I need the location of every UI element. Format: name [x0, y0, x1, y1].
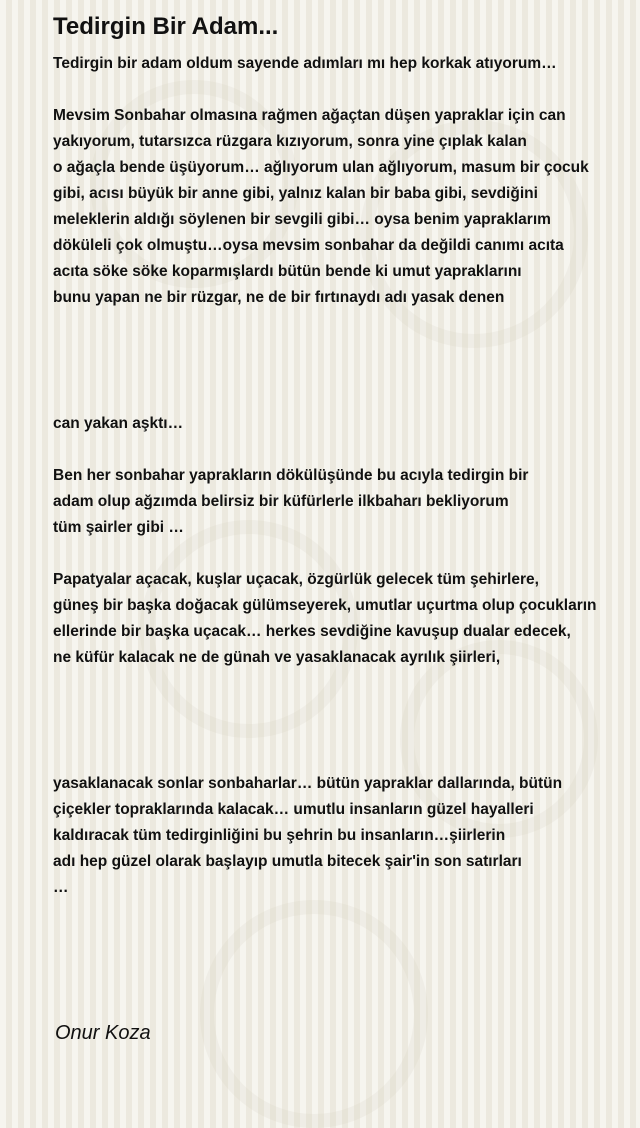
background-ornament: [360, 120, 588, 348]
poem-line: yakıyorum, tutarsızca rüzgara kızıyorum, sonra yine çıplak kalan: [53, 133, 527, 150]
poem-line: güneş bir başka doğacak gülümseyerek, umutlar uçurtma olup çocukların: [53, 597, 597, 614]
poem-line: …: [53, 879, 69, 896]
poem-line: ellerinde bir başka uçacak… herkes sevdiğine kavuşup dualar edecek,: [53, 623, 571, 640]
poem-line: yasaklanacak sonlar sonbaharlar… bütün yapraklar dallarında, bütün: [53, 775, 563, 792]
poem-line: çiçekler topraklarında kalacak… umutlu insanların güzel hayalleri: [53, 801, 534, 818]
background-ornament: [200, 900, 428, 1128]
poem-line: bunu yapan ne bir rüzgar, ne de bir fırtınaydı adı yasak denen: [53, 289, 505, 306]
poem-line: Tedirgin bir adam oldum sayende adımları mı hep korkak atıyorum…: [53, 55, 557, 72]
poem-line: meleklerin aldığı söylenen bir sevgili gibi… oysa benim yapraklarım: [53, 211, 551, 228]
poem-line: acıta söke söke koparmışlardı bütün bende ki umut yapraklarını: [53, 263, 522, 280]
poem-line: gibi, acısı büyük bir anne gibi, yalnız kalan bir baba gibi, sevdiğini: [53, 185, 538, 202]
poem-line: kaldıracak tüm tedirginliğini bu şehrin bu insanların…şiirlerin: [53, 827, 506, 844]
poem-author: Onur Koza: [55, 1022, 151, 1044]
poem-line: can yakan aşktı…: [53, 415, 184, 432]
poem-line: ne küfür kalacak ne de günah ve yasaklanacak ayrılık şiirleri,: [53, 649, 501, 666]
poem-line: döküleli çok olmuştu…oysa mevsim sonbahar da değildi canımı acıta: [53, 237, 564, 254]
poem-line: Papatyalar açacak, kuşlar uçacak, özgürlük gelecek tüm şehirlere,: [53, 571, 539, 588]
poem-line: Mevsim Sonbahar olmasına rağmen ağaçtan düşen yapraklar için can: [53, 107, 566, 124]
poem-line: Ben her sonbahar yaprakların dökülüşünde bu acıyla tedirgin bir: [53, 467, 529, 484]
poem-line: adı hep güzel olarak başlayıp umutla bitecek şair'in son satırları: [53, 853, 522, 870]
poem-title: Tedirgin Bir Adam...: [53, 13, 279, 40]
poem-line: tüm şairler gibi …: [53, 519, 184, 536]
poem-line: o ağaçla bende üşüyorum… ağlıyorum ulan ağlıyorum, masum bir çocuk: [53, 159, 589, 176]
poem-line: adam olup ağzımda belirsiz bir küfürlerle ilkbaharı bekliyorum: [53, 493, 509, 510]
